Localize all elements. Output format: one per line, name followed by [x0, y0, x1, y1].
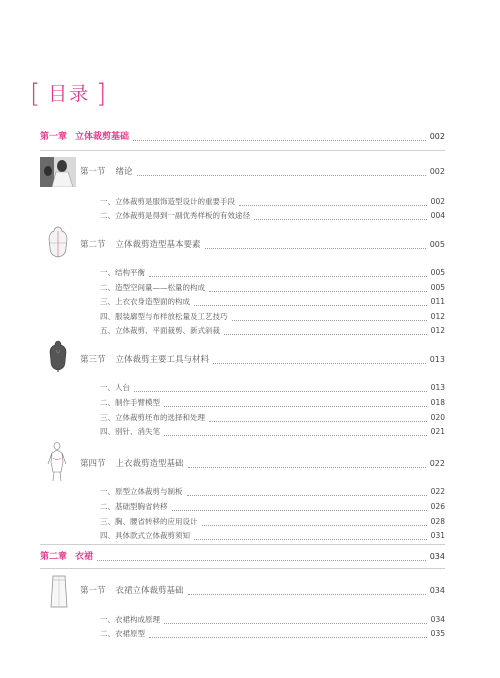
toc-chapter-2-section-1[interactable] [80, 585, 445, 597]
toc-item[interactable] [100, 628, 445, 640]
chapter-label: 第二章 [40, 552, 68, 562]
toc-item[interactable] [100, 382, 445, 394]
dot-leader [188, 467, 426, 468]
dot-leader [187, 495, 427, 496]
dot-leader [133, 140, 426, 141]
toc-item[interactable] [100, 210, 445, 222]
page-number: 020 [430, 413, 445, 422]
chapter-title: 衣裙 [75, 552, 94, 562]
page-number: 004 [430, 211, 445, 220]
toc-item[interactable] [100, 196, 445, 208]
dot-leader [232, 320, 427, 321]
item-title: 五、立体裁剪、平面裁剪、新式斜裁 [100, 326, 220, 335]
page-number: 031 [430, 531, 445, 540]
toc-item[interactable] [100, 486, 445, 498]
section-title: 立体裁剪造型基本要素 [115, 240, 201, 250]
section-label: 第一节 [80, 167, 106, 177]
item-title: 一、立体裁剪是服饰造型设计的重要手段 [100, 197, 235, 206]
dot-leader [205, 248, 426, 249]
toc-section-1[interactable] [80, 166, 445, 178]
toc-item[interactable] [100, 282, 445, 294]
dot-leader [164, 406, 427, 407]
divider [40, 568, 445, 569]
dot-leader [188, 594, 426, 595]
dot-leader [97, 560, 426, 561]
page-number: 011 [430, 297, 445, 306]
toc-item[interactable] [100, 530, 445, 542]
divider [40, 544, 445, 545]
page-number: 012 [430, 326, 445, 335]
item-title: 一、原型立体裁剪与制板 [100, 487, 183, 496]
item-title: 二、基础型胸省转移 [100, 502, 168, 511]
page-number: 013 [430, 383, 445, 392]
item-title: 一、结构平衡 [100, 268, 145, 277]
item-title: 二、制作手臂模型 [100, 398, 160, 407]
page-number: 034 [429, 552, 445, 561]
section-4-figure-sketch-thumbnail [44, 442, 70, 482]
dot-leader [224, 334, 427, 335]
section-label: 第三节 [80, 355, 106, 365]
page-number: 021 [430, 427, 445, 436]
dot-leader [194, 305, 427, 306]
item-title: 四、具体款式立体裁剪须知 [100, 531, 190, 540]
toc-item[interactable] [100, 614, 445, 626]
item-title: 二、造型空间量——松量的构成 [100, 283, 205, 292]
dot-leader [202, 525, 427, 526]
section-title: 立体裁剪主要工具与材料 [115, 355, 210, 365]
divider [40, 150, 445, 151]
item-title: 三、上衣衣身造型面的构成 [100, 297, 190, 306]
item-title: 三、胸、腰省转移的应用设计 [100, 517, 198, 526]
chapter-2-skirt-thumbnail [48, 574, 70, 608]
section-title: 绪论 [115, 167, 133, 177]
page-number: 002 [429, 167, 445, 176]
toc-item[interactable] [100, 426, 445, 438]
item-title: 三、立体裁剪坯布的选择和处理 [100, 413, 205, 422]
toc-item[interactable] [100, 296, 445, 308]
page-number: 005 [429, 240, 445, 249]
dot-leader [164, 623, 427, 624]
dot-leader [149, 276, 427, 277]
dot-leader [239, 205, 427, 206]
page-number: 005 [430, 268, 445, 277]
toc-item[interactable] [100, 501, 445, 513]
item-title: 一、人台 [100, 383, 130, 392]
page-number: 012 [430, 312, 445, 321]
title-bracket-right: ] [96, 79, 109, 109]
section-label: 第一节 [80, 586, 106, 596]
item-title: 四、别针、消失笔 [100, 427, 160, 436]
toc-item[interactable] [100, 267, 445, 279]
page-number: 013 [429, 355, 445, 364]
toc-title [30, 80, 108, 108]
toc-chapter-2[interactable] [40, 551, 445, 563]
item-title: 二、衣裙原型 [100, 629, 145, 638]
page-number: 035 [430, 629, 445, 638]
toc-item[interactable] [100, 325, 445, 337]
toc-item[interactable] [100, 412, 445, 424]
item-title: 二、立体裁剪是得到一副优秀样板的有效途径 [100, 211, 250, 220]
page-number: 034 [429, 586, 445, 595]
page-number: 002 [429, 132, 445, 141]
dot-leader [194, 539, 427, 540]
section-title: 衣裙立体裁剪基础 [115, 586, 184, 596]
page-number: 002 [430, 197, 445, 206]
section-label: 第二节 [80, 240, 106, 250]
item-title: 一、衣裙构成原理 [100, 615, 160, 624]
dot-leader [209, 291, 427, 292]
section-1-photo-thumbnail [40, 157, 76, 187]
dot-leader [134, 391, 427, 392]
dot-leader [149, 637, 427, 638]
section-3-mannequin-thumbnail [46, 340, 70, 372]
page-number: 018 [430, 398, 445, 407]
item-title: 四、服装廓型与布样放松量及工艺技巧 [100, 312, 228, 321]
section-2-dress-form-thumbnail [46, 226, 70, 258]
dot-leader [137, 175, 426, 176]
chapter-title: 立体裁剪基础 [75, 132, 130, 142]
page-number: 022 [430, 487, 445, 496]
toc-chapter-1[interactable] [40, 131, 445, 143]
page-number: 022 [429, 459, 445, 468]
section-title: 上衣裁剪造型基础 [115, 459, 184, 469]
page-number: 034 [430, 615, 445, 624]
section-label: 第四节 [80, 459, 106, 469]
dot-leader [213, 363, 426, 364]
toc-item[interactable] [100, 397, 445, 409]
page-number: 026 [430, 502, 445, 511]
toc-item[interactable] [100, 311, 445, 323]
toc-section-3[interactable] [80, 354, 445, 366]
dot-leader [209, 421, 427, 422]
dot-leader [164, 435, 427, 436]
title-text: 目录 [48, 83, 91, 105]
toc-section-2[interactable] [80, 239, 445, 251]
title-bracket-left: [ [30, 79, 43, 109]
dot-leader [172, 510, 427, 511]
toc-item[interactable] [100, 516, 445, 528]
toc-section-4[interactable] [80, 458, 445, 470]
page-number: 028 [430, 517, 445, 526]
dot-leader [254, 219, 427, 220]
chapter-label: 第一章 [40, 132, 68, 142]
page-number: 005 [430, 283, 445, 292]
